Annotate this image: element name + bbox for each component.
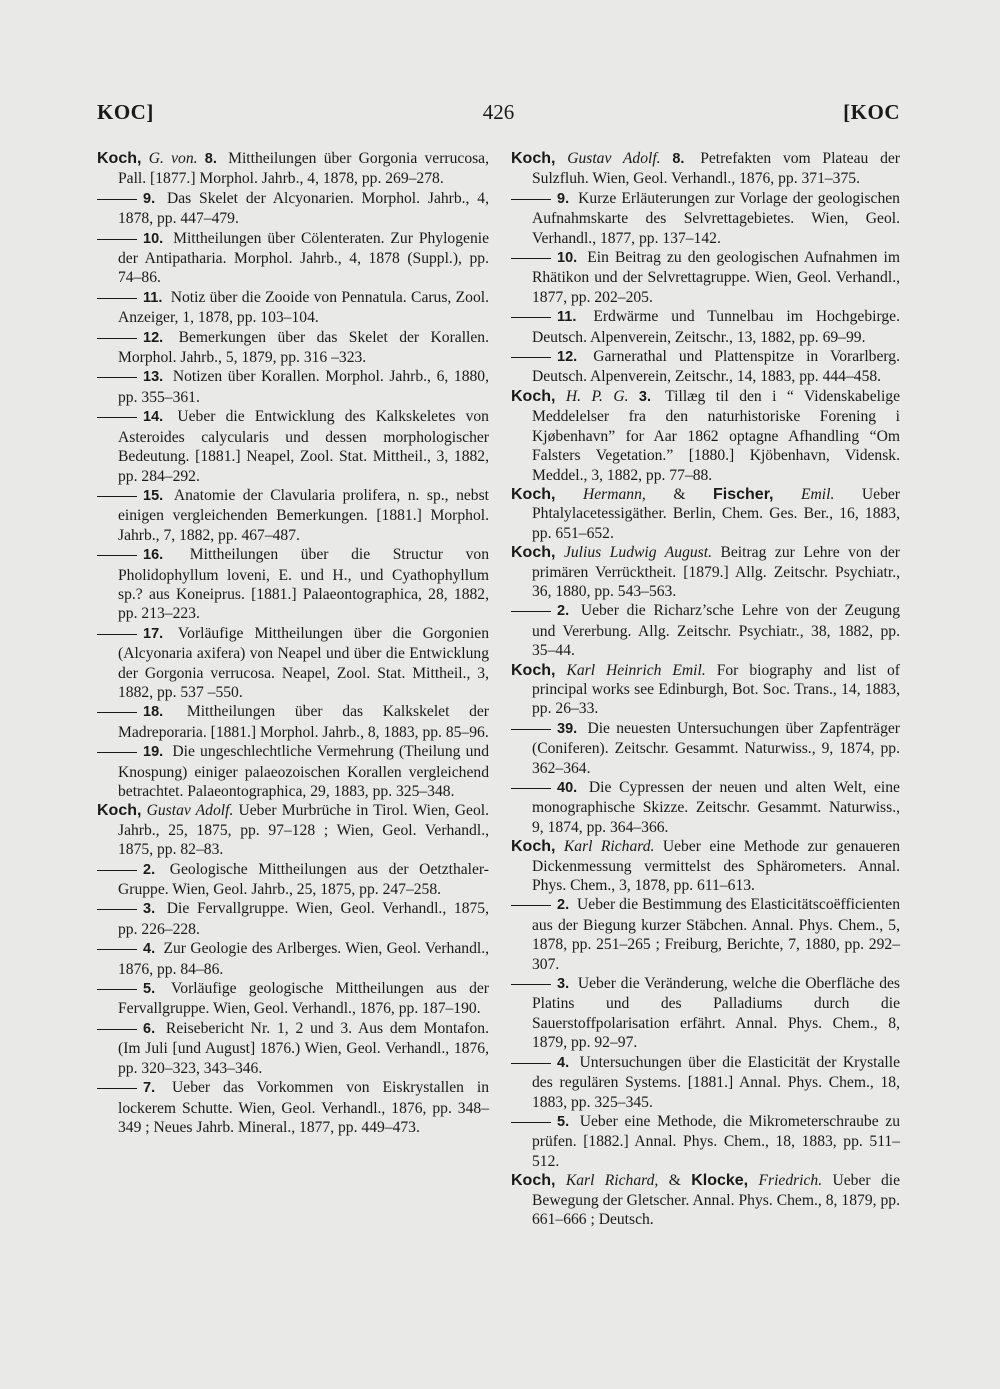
ditto-dash (97, 239, 137, 240)
bibliography-continuation-entry (511, 248, 900, 307)
ampersand: & (673, 485, 686, 503)
author-surname: Koch, (511, 661, 556, 679)
ditto-dash (511, 258, 551, 259)
entry-number: 11. (557, 309, 577, 326)
coauthor-surname: Klocke, (691, 1172, 749, 1190)
bibliography-continuation-entry (97, 860, 489, 900)
bibliography-continuation-entry (97, 624, 489, 703)
bibliography-continuation-entry (97, 979, 489, 1019)
entry-number: 10. (557, 250, 578, 267)
author-given-name: Gustav Adolf. (146, 802, 234, 820)
right-column (511, 149, 900, 1229)
ditto-dash (97, 989, 137, 990)
bibliography-continuation-entry (97, 939, 489, 979)
bibliography-continuation-entry (97, 288, 489, 328)
entry-number: 13. (143, 369, 164, 386)
bibliography-continuation-entry (97, 407, 489, 486)
entry-number: 6. (143, 1020, 156, 1037)
author-given-name: Gustav Adolf. (567, 150, 661, 167)
bibliography-continuation-entry (511, 189, 900, 248)
ditto-dash (97, 634, 137, 635)
ditto-dash (511, 729, 551, 730)
entry-text: Bemerkungen über das Skelet der Korallen. Morphol. Jahrb., 5, 1879, pp. 316 –323. (118, 328, 489, 367)
ditto-dash (511, 317, 551, 318)
coauthor-given-name: Emil. (801, 485, 835, 503)
author-given-name: H. P. G. (565, 387, 629, 405)
bibliography-author-entry (511, 149, 900, 189)
entry-text: Erdwärme und Tunnelbau im Hochgebirge. Deutsch. Alpenverein, Zeitschr., 13, 1882, pp. 69–99. (532, 308, 900, 346)
bibliography-continuation-entry (97, 367, 489, 407)
ditto-dash (97, 298, 137, 299)
author-surname: Koch, (97, 150, 142, 167)
entry-number: 3. (557, 976, 570, 993)
author-given-name: G. von. (148, 150, 198, 167)
ampersand: & (668, 1172, 681, 1190)
entry-text: Ueber die Bewegung der Gletscher. Annal. Phys. Chem., 8, 1879, pp. 661–666 ; Deutsch. (532, 1172, 900, 1228)
entry-number: 4. (143, 941, 156, 958)
entry-text: Ueber die Richarz’sche Lehre von der Zeugung und Vererbung. Allg. Zeitschr. Psychiatr., 38, 1882, pp. 35–44. (532, 602, 900, 660)
author-given-name: Hermann, (582, 485, 646, 503)
ditto-dash (511, 357, 551, 358)
entry-number: 4. (557, 1054, 570, 1071)
ditto-dash (97, 199, 137, 200)
entry-number: 11. (143, 289, 163, 306)
entry-text: Mittheilungen über die Structur von Pholidophyllum loveni, E. und H., und Cyathophyllum sp.? aus Koneiprus. [1881.] Palaeontographica, 28, 1882, pp. 213–223. (118, 546, 489, 623)
entry-text: Ueber Murbrüche in Tirol. Wien, Geol. Jahrb., 25, 1875, pp. 97–128 ; Wien, Geol. Verhandl., 1875, pp. 82–83. (118, 802, 489, 859)
entry-number: 12. (557, 349, 578, 366)
bibliography-continuation-entry (97, 229, 489, 288)
bibliography-author-entry (511, 661, 900, 719)
entry-number: 3. (638, 388, 652, 405)
entry-text: Notizen über Korallen. Morphol. Jahrb., 6, 1880, pp. 355–361. (118, 368, 489, 406)
author-given-name: Karl Heinrich Emil. (566, 661, 706, 679)
ditto-dash (511, 611, 551, 612)
author-surname: Koch, (511, 544, 556, 562)
entry-number: 5. (143, 981, 156, 998)
bibliography-continuation-entry (97, 486, 489, 545)
entry-text: Notiz über die Zooide von Pennatula. Carus, Zool. Anzeiger, 1, 1878, pp. 103–104. (118, 288, 489, 327)
entry-number: 8. (204, 151, 217, 167)
entry-number: 5. (557, 1113, 570, 1130)
entry-number: 16. (143, 547, 164, 564)
entry-number: 12. (143, 329, 164, 346)
bibliography-continuation-entry (511, 601, 900, 660)
entry-text: Mittheilungen über das Kalkskelet der Madreporaria. [1881.] Morphol. Jahrb., 8, 1883, pp. 85–96. (118, 703, 489, 741)
entry-text: Geologische Mittheilungen aus der Oetzthaler-Gruppe. Wien, Geol. Jahrb., 25, 1875, pp. 247–258. (118, 860, 489, 899)
entry-text: Tillæg til den i “ Videnskabelige Meddelelser fra den naturhistoriske Forening i Kjøbenhavn” for Aar 1862 optagne Afhandling “Om Falsters Vegetation.” [1880.] Kjöbenhavn, Vidensk. Meddel., 3, 1882, pp. 77–88. (532, 387, 901, 484)
ditto-dash (97, 712, 137, 713)
bibliography-author-entry (511, 543, 900, 601)
bibliography-continuation-entry (511, 895, 900, 974)
entry-text: Die neuesten Untersuchungen über Zapfenträger (Coniferen). Zeitschr. Gesammt. Naturwiss., 9, 1874, pp. 362–364. (532, 719, 900, 777)
bibliography-continuation-entry (511, 347, 900, 387)
entry-text: Mittheilungen über Cölenteraten. Zur Phylogenie der Antipatharia. Morphol. Jahrb., 4, 1878 (Suppl.), pp. 74–86. (118, 229, 489, 287)
entry-text: Ueber eine Methode zur genaueren Dickenmessung vermittelst des Sphärometers. Annal. Phys. Chem., 3, 1878, pp. 611–613. (532, 838, 900, 895)
page-header (97, 100, 900, 134)
entry-text: Petrefakten vom Plateau der Sulzfluh. Wien, Geol. Verhandl., 1876, pp. 371–375. (532, 150, 900, 188)
author-surname: Koch, (511, 485, 556, 503)
ditto-dash (511, 199, 551, 200)
bibliography-continuation-entry (511, 974, 900, 1053)
ditto-dash (511, 1063, 551, 1064)
ditto-dash (97, 417, 137, 418)
entry-number: 18. (143, 704, 164, 721)
entry-text: Reisebericht Nr. 1, 2 und 3. Aus dem Montafon. (Im Juli [und August] 1876.) Wien, Geol. Verhandl., 1876, pp. 320–323, 343–346. (118, 1019, 489, 1077)
bibliography-continuation-entry (97, 545, 489, 624)
bibliography-continuation-entry (511, 778, 900, 837)
entry-text: Das Skelet der Alcyonarien. Morphol. Jahrb., 4, 1878, pp. 447–479. (118, 189, 489, 228)
ditto-dash (97, 555, 137, 556)
author-surname: Koch, (511, 150, 556, 167)
left-column (97, 149, 489, 1137)
header-right-keyword: [KOC (843, 100, 900, 124)
bibliography-continuation-entry (97, 1078, 489, 1137)
entry-text: Garnerathal und Plattenspitze in Vorarlberg. Deutsch. Alpenverein, Zeitschr., 14, 1883, pp. 444–458. (532, 348, 900, 386)
entry-text: Kurze Erläuterungen zur Vorlage der geologischen Aufnahmskarte des Selvrettagebietes. Wien, Geol. Verhandl., 1877, pp. 137–142. (532, 189, 900, 247)
entry-text: Ueber das Vorkommen von Eiskrystallen in lockerem Schutte. Wien, Geol. Verhandl., 1876, pp. 348–349 ; Neues Jahrb. Mineral., 1877, pp. 449–473. (118, 1079, 490, 1136)
author-given-name: Karl Richard, (565, 1172, 659, 1190)
entry-text: Mittheilungen über Gorgonia verrucosa, Pall. [1877.] Morphol. Jahrb., 4, 1878, pp. 269–278. (118, 150, 489, 188)
ditto-dash (97, 909, 137, 910)
entry-number: 2. (557, 897, 570, 914)
entry-number: 8. (672, 151, 685, 167)
bibliography-continuation-entry (97, 328, 489, 368)
entry-number: 39. (557, 720, 578, 737)
ditto-dash (97, 949, 137, 950)
entry-text: Anatomie der Clavularia prolifera, n. sp., nebst einigen vergleichenden Bemerkungen. [1881.] Morphol. Jahrb., 7, 1882, pp. 467–487. (118, 486, 489, 544)
entry-text: Vorläufige geologische Mittheilungen aus der Fervallgruppe. Wien, Geol. Verhandl., 1876, pp. 187–190. (118, 980, 489, 1018)
entry-number: 19. (143, 744, 164, 761)
entry-number: 14. (143, 409, 164, 426)
ditto-dash (97, 1029, 137, 1030)
entry-number: 9. (143, 190, 156, 207)
author-surname: Koch, (511, 387, 556, 405)
ditto-dash (97, 338, 137, 339)
header-left-keyword: KOC] (97, 100, 154, 124)
entry-number: 2. (557, 603, 570, 620)
ditto-dash (511, 1122, 551, 1123)
page-number: 426 (482, 100, 515, 124)
bibliography-continuation-entry (97, 189, 489, 229)
entry-number: 2. (143, 861, 156, 878)
ditto-dash (97, 752, 137, 753)
entry-text: Ueber Phtalylacetessigäther. Berlin, Chem. Ges. Ber., 16, 1883, pp. 651–652. (532, 485, 900, 542)
entry-text: Die Fervallgruppe. Wien, Geol. Verhandl., 1875, pp. 226–228. (118, 900, 489, 938)
entry-text: Ein Beitrag zu den geologischen Aufnahmen im Rhätikon und der Selvrettagruppe. Wien, Geol. Verhandl., 1877, pp. 202–205. (532, 249, 900, 306)
bibliography-author-entry (511, 387, 900, 485)
entry-number: 9. (557, 190, 570, 207)
ditto-dash (511, 984, 551, 985)
entry-number: 7. (143, 1080, 156, 1097)
entry-number: 17. (143, 625, 164, 642)
entry-number: 15. (143, 487, 164, 504)
ditto-dash (511, 905, 551, 906)
entry-text: Ueber die Bestimmung des Elasticitätscoëfficienten aus der Biegung kurzer Stäbchen. Annal. Phys. Chem., 5, 1878, pp. 251–265 ; Freiburg, Berichte, 7, 1880, pp. 292–307. (532, 896, 900, 973)
bibliography-continuation-entry (511, 1112, 900, 1171)
entry-text: Untersuchungen über die Elasticität der Krystalle des regulären Systems. [1881.] Annal. Phys. Chem., 18, 1883, pp. 325–345. (532, 1053, 900, 1111)
author-surname: Koch, (511, 838, 556, 856)
ditto-dash (97, 377, 137, 378)
bibliography-author-entry (97, 801, 489, 859)
entry-number: 10. (143, 230, 164, 247)
bibliography-continuation-entry (97, 1019, 489, 1078)
ditto-dash (511, 788, 551, 789)
bibliography-continuation-entry (511, 719, 900, 778)
entry-number: 3. (143, 901, 156, 918)
entry-text: Ueber die Veränderung, welche die Oberfläche des Platins und des Palladiums durch die Sauerstoffpolarisation erfährt. Annal. Phys. Chem., 8, 1879, pp. 92–97. (532, 975, 900, 1052)
author-given-name: Karl Richard. (563, 838, 655, 856)
entry-number: 40. (557, 780, 578, 796)
entry-text: Beitrag zur Lehre von der primären Verrücktheit. [1879.] Allg. Zeitschr. Psychiatr., 36, 1880, pp. 543–563. (532, 544, 900, 600)
ditto-dash (97, 1088, 137, 1089)
ditto-dash (97, 870, 137, 871)
entry-text: Ueber eine Methode, die Mikrometerschraube zu prüfen. [1882.] Annal. Phys. Chem., 18, 1883, pp. 511–512. (532, 1112, 900, 1170)
coauthor-given-name: Friedrich. (758, 1172, 823, 1190)
entry-text: Ueber die Entwicklung des Kalkskeletes von Asteroides calycularis und dessen morphologischer Bedeutung. [1881.] Neapel, Zool. Stat. Mittheil., 3, 1882, pp. 284–292. (118, 408, 489, 485)
bibliography-continuation-entry (97, 742, 489, 801)
bibliography-continuation-entry (511, 1053, 900, 1112)
bibliography-continuation-entry (97, 899, 489, 939)
bibliography-author-entry (97, 149, 489, 189)
bibliography-continuation-entry (97, 702, 489, 742)
ditto-dash (97, 496, 137, 497)
coauthor-surname: Fischer, (713, 485, 774, 503)
author-surname: Koch, (97, 802, 142, 820)
author-surname: Koch, (511, 1172, 556, 1190)
entry-text: For biography and list of principal works see Edinburgh, Bot. Soc. Trans., 14, 1883, pp. 26–33. (532, 661, 900, 718)
bibliography-author-entry (511, 1171, 900, 1229)
bibliography-author-entry (511, 837, 900, 895)
bibliography-author-entry (511, 485, 900, 543)
entry-text: Zur Geologie des Arlberges. Wien, Geol. Verhandl., 1876, pp. 84–86. (118, 940, 489, 978)
entry-text: Die ungeschlechtliche Vermehrung (Theilung und Knospung) einiger palaeozoischen Korallen vergleichend betrachtet. Palaeontographica, 29, 1883, pp. 325–348. (118, 743, 489, 800)
author-given-name: Julius Ludwig August. (563, 544, 712, 562)
bibliography-continuation-entry (511, 307, 900, 347)
entry-text: Die Cypressen der neuen und alten Welt, eine monographische Skizze. Zeitschr. Gesammt. Naturwiss., 9, 1874, pp. 364–366. (532, 779, 900, 836)
entry-text: Vorläufige Mittheilungen über die Gorgonien (Alcyonaria axifera) von Neapel und über die Entwicklung der Gorgonia verrucosa. Neapel, Zool. Stat. Mittheil., 3, 1882, pp. 537 –550. (118, 624, 489, 701)
